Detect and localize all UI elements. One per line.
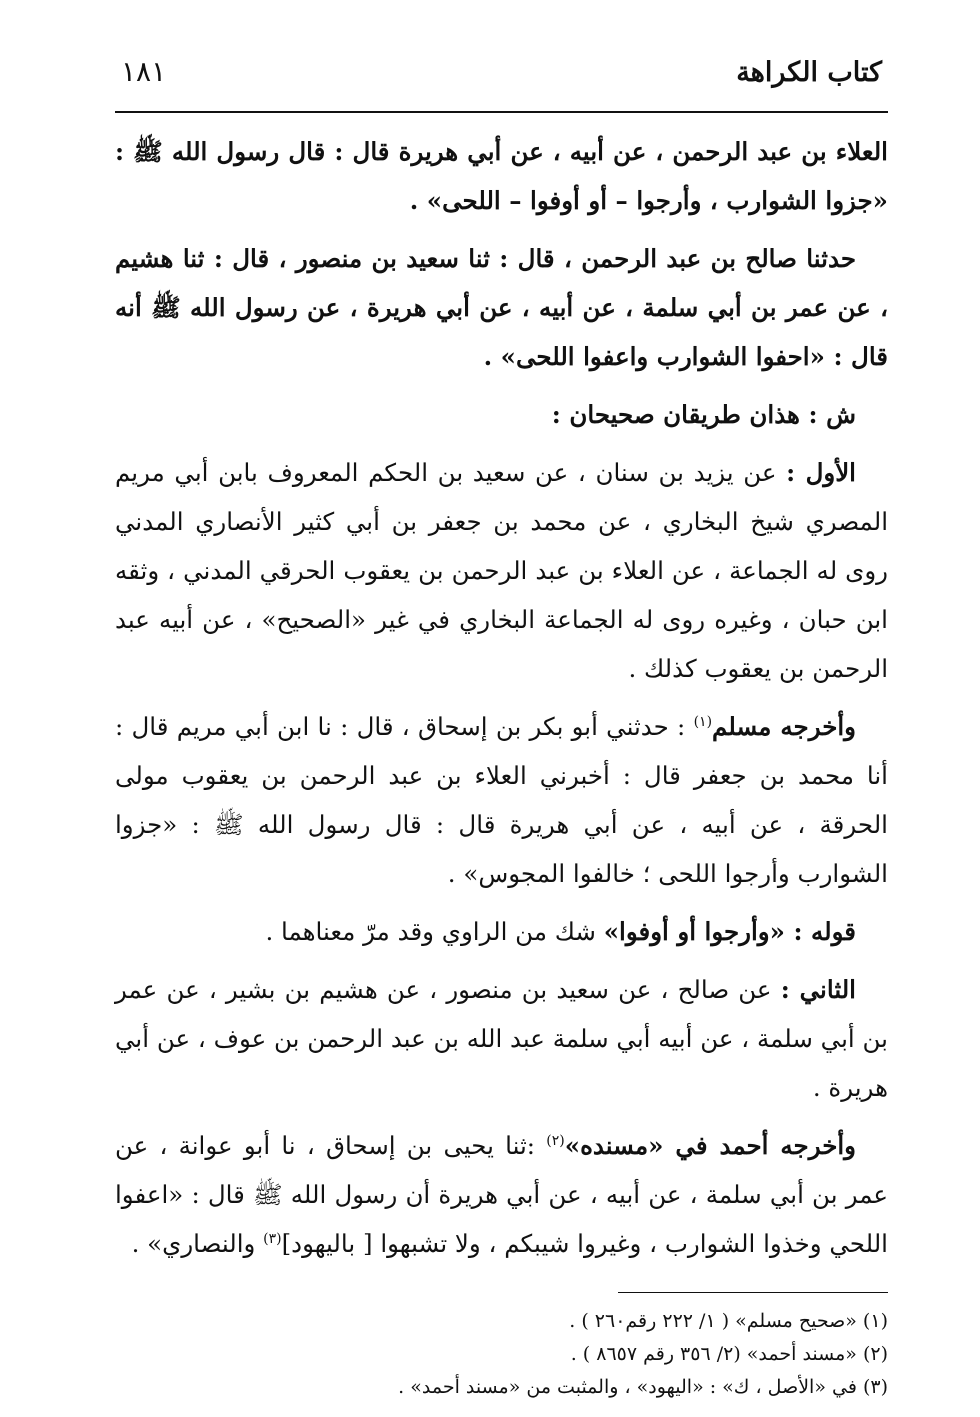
paragraph-hadith-second-chain: حدثنا صالح بن عبد الرحمن ، قال : ثنا سعيد بن منصور ، قال : ثنا هشيم ، عن عمر بن أبي سلمة ، عن أبيه ، عن أبي هريرة ، عن رسول الله ﷺ أنه قال : «احفوا الشوارب واعفوا اللحى» .: [115, 244, 888, 371]
header-rule: [115, 111, 888, 113]
footnote-2: (٢) «مسند أحمد» (٢/ ٣٥٦ رقم ٨٦٥٧ ) .: [570, 1343, 888, 1365]
muslim-lead: وأخرجه مسلم: [712, 712, 856, 741]
second-chain-lead: الثاني :: [780, 975, 856, 1004]
footnote-1: (١) «صحيح مسلم» ( ١/ ٢٢٢ رقم٢٦٠ ) .: [569, 1310, 888, 1332]
footnote-rule: [618, 1292, 888, 1293]
paragraph-muslim-reference: [115, 702, 888, 898]
second-chain-text: عن صالح ، عن سعيد بن منصور ، عن هشيم بن بشير ، عن عمر بن أبي سلمة ، عن أبيه أبي سلمة عبد الله بن عبد الرحمن بن عوف ، عن أبي هريرة .: [114, 975, 888, 1102]
footnote-ref-2[interactable]: (٢): [546, 1132, 565, 1149]
paragraph-commentary-heading: ش : هذان طريقان صحيحان :: [551, 400, 856, 429]
paragraph-first-chain: [115, 448, 888, 693]
qawluhu-text: شك من الراوي وقد مرّ معناهما .: [265, 917, 604, 946]
qawluhu-lead: قوله : «وأرجوا أو أوفوا»: [603, 917, 856, 946]
ahmad-lead: وأخرجه أحمد في «مسنده»: [564, 1131, 856, 1160]
footnote-ref-1[interactable]: (١): [693, 713, 713, 730]
first-chain-lead: الأول :: [786, 458, 856, 487]
page-number: ١٨١: [121, 55, 167, 88]
paragraph-hadith-continuation: العلاء بن عبد الرحمن ، عن أبيه ، عن أبي هريرة قال : قال رسول الله ﷺ : «جزوا الشوارب ، وأرجوا – أو أوفوا – اللحى» .: [115, 137, 888, 215]
ahmad-text-a: :ثنا يحيى بن إسحاق ، نا أبو عوانة ، عن عمر بن أبي سلمة ، عن أبيه ، عن أبي هريرة أن رسول الله ﷺ قال : «اعفوا اللحي وخذوا الشوارب ، وغيروا شيبكم ، ولا تشبهوا [ باليهود]: [115, 1131, 888, 1258]
muslim-text: : حدثني أبو بكر بن إسحاق ، قال : نا ابن أبي مريم قال : أنا محمد بن جعفر قال : أخبرني العلاء بن عبد الرحمن بن يعقوب مولى الحرقة ، عن أبيه ، عن أبي هريرة قال : قال رسول الله ﷺ : «جزوا الشوارب وأرجوا اللحى ؛ خالفوا المجوس» .: [115, 712, 888, 888]
footnote-3: (٣) في «الأصل ، ك» : «اليهود» ، والمثبت من «مسند أحمد» .: [398, 1376, 888, 1398]
running-title: كتاب الكراهة: [736, 57, 882, 88]
ahmad-text-b: والنصاري» .: [131, 1229, 264, 1258]
footnotes: [115, 1305, 888, 1404]
first-chain-text: عن يزيد بن سنان ، عن سعيد بن الحكم المعروف بابن أبي مريم المصري شيخ البخاري ، عن محمد بن جعفر بن أبي كثير الأنصاري المدني روى له الجماعة ، عن العلاء بن عبد الرحمن بن يعقوب الحرقي المدني ، وثقه ابن حبان ، وغيره روى له الجماعة البخاري في غير «الصحيح» ، عن أبيه عبد الرحمن بن يعقوب كذلك .: [115, 458, 888, 683]
paragraph-ahmad-reference: [115, 1121, 888, 1268]
page-header: [115, 55, 888, 105]
paragraph-qawluhu: [115, 907, 888, 956]
body-text: [115, 127, 888, 1268]
footnote-ref-3[interactable]: (٣): [263, 1230, 282, 1247]
paragraph-second-chain: [115, 965, 888, 1112]
